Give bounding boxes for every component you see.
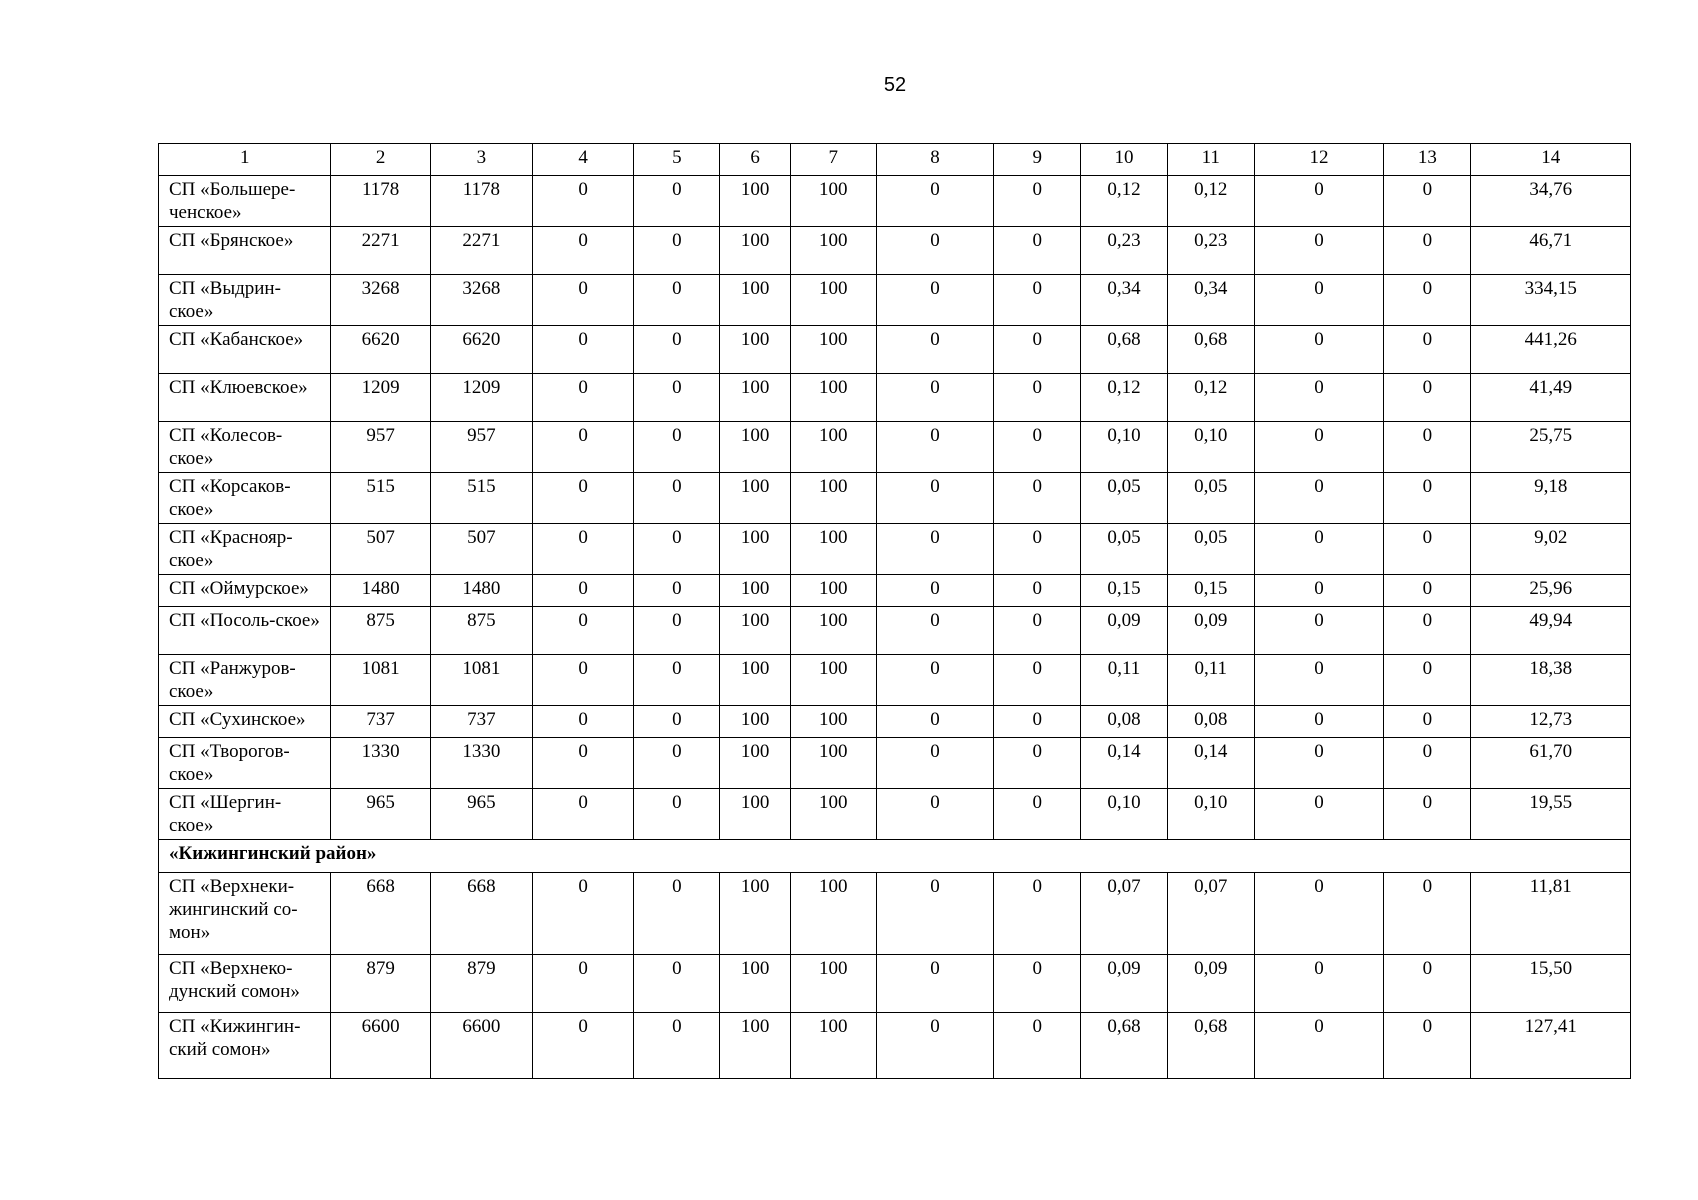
value-cell: 0: [1254, 326, 1383, 374]
value-cell: 0: [994, 374, 1081, 422]
table-row: [159, 789, 1631, 840]
value-cell: 0,23: [1081, 227, 1167, 275]
value-cell: 0: [994, 607, 1081, 655]
value-cell: 0: [1254, 176, 1383, 227]
value-cell: 100: [720, 227, 790, 275]
table-row: [159, 873, 1631, 955]
value-cell: 100: [790, 473, 876, 524]
value-cell: 49,94: [1471, 607, 1631, 655]
value-cell: 0: [634, 873, 720, 955]
value-cell: 0: [634, 655, 720, 706]
column-header: 2: [331, 144, 430, 176]
value-cell: 0: [532, 655, 633, 706]
settlement-name-cell: СП «Брянское»: [159, 227, 331, 275]
value-cell: 0: [1254, 655, 1383, 706]
value-cell: 41,49: [1471, 374, 1631, 422]
value-cell: 12,73: [1471, 706, 1631, 738]
value-cell: 1209: [331, 374, 430, 422]
section-row: [159, 840, 1631, 873]
value-cell: 0: [532, 524, 633, 575]
value-cell: 0,05: [1081, 473, 1167, 524]
value-cell: 0: [994, 738, 1081, 789]
value-cell: 0: [876, 873, 993, 955]
settlement-name-cell: СП «Кижингин-ский сомон»: [159, 1013, 331, 1079]
settlement-name-cell: СП «Сухинское»: [159, 706, 331, 738]
value-cell: 1081: [430, 655, 532, 706]
value-cell: 0: [634, 789, 720, 840]
value-cell: 0: [1254, 706, 1383, 738]
value-cell: 100: [790, 422, 876, 473]
value-cell: 875: [331, 607, 430, 655]
value-cell: 100: [790, 873, 876, 955]
value-cell: 100: [720, 176, 790, 227]
value-cell: 1209: [430, 374, 532, 422]
value-cell: 0,34: [1081, 275, 1167, 326]
value-cell: 1178: [430, 176, 532, 227]
value-cell: 507: [331, 524, 430, 575]
value-cell: 0: [634, 738, 720, 789]
value-cell: 879: [430, 955, 532, 1013]
table-row: [159, 575, 1631, 607]
table-row: [159, 176, 1631, 227]
value-cell: 0: [1384, 422, 1471, 473]
value-cell: 0: [532, 789, 633, 840]
value-cell: 0,15: [1167, 575, 1254, 607]
value-cell: 1330: [331, 738, 430, 789]
value-cell: 100: [720, 275, 790, 326]
value-cell: 0: [1384, 374, 1471, 422]
value-cell: 0,09: [1167, 607, 1254, 655]
column-header: 14: [1471, 144, 1631, 176]
value-cell: 0: [634, 575, 720, 607]
table-row: [159, 227, 1631, 275]
value-cell: 0: [532, 575, 633, 607]
value-cell: 0: [1384, 706, 1471, 738]
value-cell: 0,23: [1167, 227, 1254, 275]
value-cell: 0: [1254, 473, 1383, 524]
value-cell: 100: [720, 422, 790, 473]
value-cell: 0: [876, 1013, 993, 1079]
value-cell: 0: [876, 422, 993, 473]
value-cell: 0: [1384, 176, 1471, 227]
value-cell: 0: [994, 227, 1081, 275]
value-cell: 0: [1384, 326, 1471, 374]
column-header: 3: [430, 144, 532, 176]
value-cell: 0,14: [1081, 738, 1167, 789]
table-row: [159, 326, 1631, 374]
value-cell: 0,12: [1081, 176, 1167, 227]
value-cell: 0: [532, 1013, 633, 1079]
value-cell: 0: [532, 227, 633, 275]
value-cell: 0: [876, 955, 993, 1013]
column-header: 10: [1081, 144, 1167, 176]
value-cell: 0,15: [1081, 575, 1167, 607]
value-cell: 0: [994, 176, 1081, 227]
column-header: 13: [1384, 144, 1471, 176]
value-cell: 957: [331, 422, 430, 473]
column-header: 7: [790, 144, 876, 176]
value-cell: 0: [994, 326, 1081, 374]
value-cell: 2271: [331, 227, 430, 275]
value-cell: 441,26: [1471, 326, 1631, 374]
section-label: «Кижингинский район»: [159, 840, 1631, 873]
value-cell: 100: [790, 326, 876, 374]
value-cell: 0: [876, 738, 993, 789]
value-cell: 6600: [430, 1013, 532, 1079]
settlement-name-cell: СП «Корсаков-ское»: [159, 473, 331, 524]
settlement-name-cell: СП «Краснояр-ское»: [159, 524, 331, 575]
value-cell: 0,12: [1167, 176, 1254, 227]
value-cell: 0: [994, 473, 1081, 524]
value-cell: 100: [790, 955, 876, 1013]
value-cell: 0: [634, 275, 720, 326]
value-cell: 0,09: [1081, 955, 1167, 1013]
value-cell: 0: [634, 1013, 720, 1079]
value-cell: 0,09: [1167, 955, 1254, 1013]
value-cell: 965: [430, 789, 532, 840]
value-cell: 0: [634, 326, 720, 374]
value-cell: 0,14: [1167, 738, 1254, 789]
table-row: [159, 473, 1631, 524]
table-row: [159, 275, 1631, 326]
settlement-name-cell: СП «Верхнеки-жингинский со-мон»: [159, 873, 331, 955]
value-cell: 737: [331, 706, 430, 738]
value-cell: 0: [1254, 789, 1383, 840]
value-cell: 0: [994, 873, 1081, 955]
value-cell: 0,12: [1081, 374, 1167, 422]
value-cell: 100: [720, 575, 790, 607]
value-cell: 100: [790, 374, 876, 422]
value-cell: 0: [1384, 789, 1471, 840]
value-cell: 0: [1254, 374, 1383, 422]
value-cell: 1480: [331, 575, 430, 607]
value-cell: 0: [1384, 655, 1471, 706]
value-cell: 515: [331, 473, 430, 524]
value-cell: 100: [720, 738, 790, 789]
value-cell: 9,02: [1471, 524, 1631, 575]
column-header: 12: [1254, 144, 1383, 176]
value-cell: 0,11: [1167, 655, 1254, 706]
value-cell: 34,76: [1471, 176, 1631, 227]
value-cell: 0,10: [1167, 422, 1254, 473]
value-cell: 100: [720, 789, 790, 840]
value-cell: 100: [720, 326, 790, 374]
value-cell: 0: [1384, 575, 1471, 607]
value-cell: 100: [790, 176, 876, 227]
value-cell: 0: [532, 176, 633, 227]
value-cell: 0: [634, 374, 720, 422]
value-cell: 0: [1384, 524, 1471, 575]
value-cell: 0: [532, 374, 633, 422]
value-cell: 0: [532, 738, 633, 789]
value-cell: 0: [634, 422, 720, 473]
value-cell: 100: [790, 789, 876, 840]
table-row: [159, 374, 1631, 422]
column-header: 8: [876, 144, 993, 176]
value-cell: 127,41: [1471, 1013, 1631, 1079]
value-cell: 0: [876, 575, 993, 607]
value-cell: 0: [634, 227, 720, 275]
value-cell: 100: [720, 955, 790, 1013]
value-cell: 0: [876, 789, 993, 840]
value-cell: 6620: [430, 326, 532, 374]
value-cell: 0: [876, 227, 993, 275]
value-cell: 0: [994, 422, 1081, 473]
column-header: 11: [1167, 144, 1254, 176]
value-cell: 100: [720, 607, 790, 655]
settlement-name-cell: СП «Оймурское»: [159, 575, 331, 607]
value-cell: 0: [876, 706, 993, 738]
value-cell: 0: [634, 607, 720, 655]
value-cell: 18,38: [1471, 655, 1631, 706]
table-row: [159, 524, 1631, 575]
value-cell: 100: [720, 374, 790, 422]
value-cell: 0: [876, 176, 993, 227]
value-cell: 0: [532, 955, 633, 1013]
value-cell: 0,12: [1167, 374, 1254, 422]
value-cell: 6600: [331, 1013, 430, 1079]
value-cell: 100: [720, 706, 790, 738]
settlement-name-cell: СП «Выдрин-ское»: [159, 275, 331, 326]
value-cell: 15,50: [1471, 955, 1631, 1013]
value-cell: 3268: [430, 275, 532, 326]
value-cell: 0: [876, 655, 993, 706]
value-cell: 0: [1384, 1013, 1471, 1079]
value-cell: 0: [876, 524, 993, 575]
value-cell: 0: [532, 326, 633, 374]
value-cell: 0: [1254, 275, 1383, 326]
value-cell: 0: [876, 607, 993, 655]
column-header: 5: [634, 144, 720, 176]
value-cell: 0: [1384, 227, 1471, 275]
value-cell: 6620: [331, 326, 430, 374]
column-header: 4: [532, 144, 633, 176]
value-cell: 0: [1384, 738, 1471, 789]
value-cell: 0,68: [1081, 1013, 1167, 1079]
value-cell: 0: [1384, 607, 1471, 655]
table-header: [159, 144, 1631, 176]
value-cell: 1480: [430, 575, 532, 607]
value-cell: 0,68: [1167, 326, 1254, 374]
value-cell: 0: [634, 524, 720, 575]
value-cell: 19,55: [1471, 789, 1631, 840]
value-cell: 0: [634, 473, 720, 524]
value-cell: 100: [790, 227, 876, 275]
value-cell: 100: [790, 655, 876, 706]
value-cell: 46,71: [1471, 227, 1631, 275]
value-cell: 0: [1254, 524, 1383, 575]
value-cell: 0: [876, 326, 993, 374]
value-cell: 100: [720, 873, 790, 955]
value-cell: 0,09: [1081, 607, 1167, 655]
value-cell: 0: [1384, 473, 1471, 524]
value-cell: 0: [1254, 575, 1383, 607]
table-row: [159, 1013, 1631, 1079]
value-cell: 0: [876, 275, 993, 326]
value-cell: 0: [532, 607, 633, 655]
value-cell: 0: [1254, 607, 1383, 655]
value-cell: 0: [532, 706, 633, 738]
table-row: [159, 422, 1631, 473]
settlement-name-cell: СП «Шергин-ское»: [159, 789, 331, 840]
value-cell: 0: [1384, 873, 1471, 955]
value-cell: 0: [634, 706, 720, 738]
table-row: [159, 607, 1631, 655]
header-row: [159, 144, 1631, 176]
value-cell: 9,18: [1471, 473, 1631, 524]
value-cell: 0: [1254, 1013, 1383, 1079]
value-cell: 25,96: [1471, 575, 1631, 607]
value-cell: 0: [994, 655, 1081, 706]
value-cell: 0: [1254, 422, 1383, 473]
value-cell: 879: [331, 955, 430, 1013]
value-cell: 0,10: [1167, 789, 1254, 840]
value-cell: 0: [994, 706, 1081, 738]
value-cell: 100: [790, 275, 876, 326]
settlement-name-cell: СП «Клюевское»: [159, 374, 331, 422]
value-cell: 507: [430, 524, 532, 575]
value-cell: 100: [790, 524, 876, 575]
settlement-name-cell: СП «Посоль-ское»: [159, 607, 331, 655]
value-cell: 0: [532, 873, 633, 955]
value-cell: 0: [532, 473, 633, 524]
value-cell: 1330: [430, 738, 532, 789]
value-cell: 0,07: [1081, 873, 1167, 955]
value-cell: 0,08: [1081, 706, 1167, 738]
value-cell: 61,70: [1471, 738, 1631, 789]
table-row: [159, 655, 1631, 706]
table-row: [159, 706, 1631, 738]
value-cell: 737: [430, 706, 532, 738]
value-cell: 0: [994, 789, 1081, 840]
value-cell: 0: [532, 275, 633, 326]
value-cell: 1081: [331, 655, 430, 706]
value-cell: 100: [720, 655, 790, 706]
value-cell: 100: [720, 524, 790, 575]
value-cell: 0: [1384, 275, 1471, 326]
value-cell: 0: [994, 275, 1081, 326]
value-cell: 100: [790, 1013, 876, 1079]
value-cell: 515: [430, 473, 532, 524]
value-cell: 0: [1254, 227, 1383, 275]
value-cell: 0,68: [1081, 326, 1167, 374]
value-cell: 0,05: [1167, 524, 1254, 575]
value-cell: 1178: [331, 176, 430, 227]
value-cell: 0: [994, 524, 1081, 575]
value-cell: 0,08: [1167, 706, 1254, 738]
value-cell: 100: [790, 706, 876, 738]
value-cell: 334,15: [1471, 275, 1631, 326]
value-cell: 875: [430, 607, 532, 655]
value-cell: 100: [790, 575, 876, 607]
value-cell: 0: [634, 176, 720, 227]
value-cell: 0: [994, 1013, 1081, 1079]
value-cell: 0: [994, 575, 1081, 607]
column-header: 9: [994, 144, 1081, 176]
value-cell: 100: [720, 473, 790, 524]
value-cell: 0: [1254, 955, 1383, 1013]
page-number: 52: [883, 74, 907, 96]
value-cell: 0: [634, 955, 720, 1013]
value-cell: 0,11: [1081, 655, 1167, 706]
value-cell: 2271: [430, 227, 532, 275]
table-row: [159, 955, 1631, 1013]
value-cell: 100: [790, 607, 876, 655]
value-cell: 0: [532, 422, 633, 473]
column-header: 6: [720, 144, 790, 176]
value-cell: 0,05: [1081, 524, 1167, 575]
settlement-name-cell: СП «Творогов-ское»: [159, 738, 331, 789]
value-cell: 0: [876, 473, 993, 524]
settlement-name-cell: СП «Ранжуров-ское»: [159, 655, 331, 706]
value-cell: 0: [1384, 955, 1471, 1013]
settlement-name-cell: СП «Колесов-ское»: [159, 422, 331, 473]
settlement-name-cell: СП «Большере-ченское»: [159, 176, 331, 227]
column-header: 1: [159, 144, 331, 176]
value-cell: 11,81: [1471, 873, 1631, 955]
value-cell: 0: [1254, 873, 1383, 955]
value-cell: 0: [876, 374, 993, 422]
value-cell: 965: [331, 789, 430, 840]
value-cell: 100: [790, 738, 876, 789]
value-cell: 0,05: [1167, 473, 1254, 524]
value-cell: 0: [1254, 738, 1383, 789]
value-cell: 0,34: [1167, 275, 1254, 326]
value-cell: 3268: [331, 275, 430, 326]
value-cell: 0: [994, 955, 1081, 1013]
data-table: [158, 143, 1631, 1079]
settlement-name-cell: СП «Верхнеко-дунский сомон»: [159, 955, 331, 1013]
table-body: [159, 176, 1631, 1079]
value-cell: 957: [430, 422, 532, 473]
value-cell: 0,07: [1167, 873, 1254, 955]
value-cell: 668: [430, 873, 532, 955]
value-cell: 0,10: [1081, 789, 1167, 840]
value-cell: 100: [720, 1013, 790, 1079]
value-cell: 668: [331, 873, 430, 955]
value-cell: 0,68: [1167, 1013, 1254, 1079]
settlement-name-cell: СП «Кабанское»: [159, 326, 331, 374]
value-cell: 0,10: [1081, 422, 1167, 473]
value-cell: 25,75: [1471, 422, 1631, 473]
table-row: [159, 738, 1631, 789]
